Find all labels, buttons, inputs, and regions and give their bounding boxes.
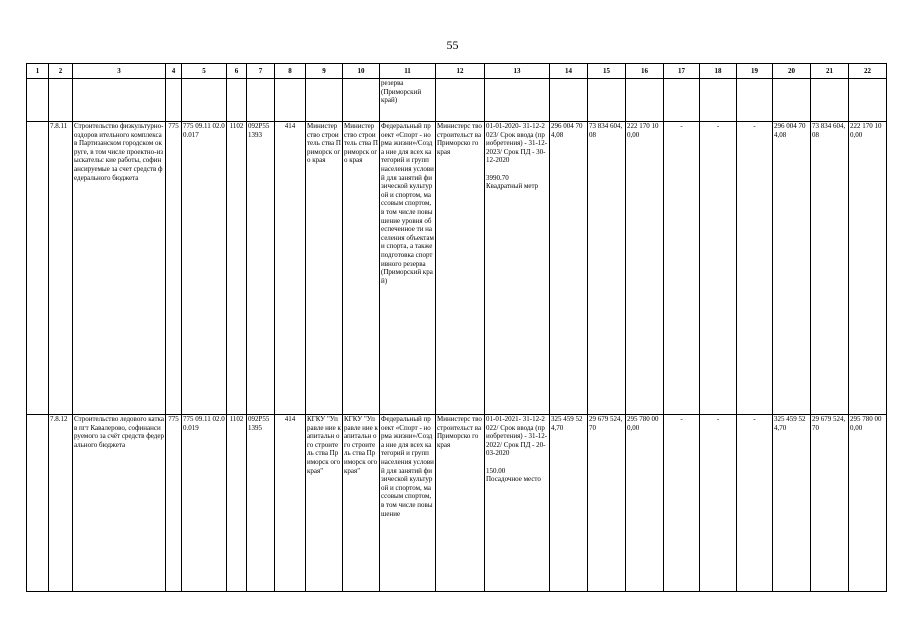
table-cell: 325 459 524,70 xyxy=(550,415,588,592)
table-cell: Министерс тво строительст ва Приморско го края xyxy=(436,122,485,415)
table-cell xyxy=(166,79,182,122)
table-cell xyxy=(485,79,550,122)
table-cell xyxy=(737,79,773,122)
table-cell xyxy=(227,79,247,122)
table-cell: 222 170 100,00 xyxy=(849,122,887,415)
table-cell: 10 xyxy=(343,64,380,79)
table-cell xyxy=(700,79,737,122)
table-cell: Строительство ледового катка в пгт Кавалерово, софинансируемого за счёт средств федерального бюджета xyxy=(73,415,166,592)
table-cell xyxy=(306,79,343,122)
table-cell: 5 xyxy=(182,64,227,79)
table-cell xyxy=(626,79,664,122)
table-cell: 325 459 524,70 xyxy=(773,415,811,592)
table-cell: 222 170 100,00 xyxy=(626,122,664,415)
table-cell xyxy=(436,79,485,122)
table-cell xyxy=(27,79,49,122)
table-cell: 01-01-2020- 31-12-2023/ Срок ввода (приобретения) - 31-12-2023/ Срок ПД - 30-12-2020 3990.70 Квадратный метр xyxy=(485,122,550,415)
table-cell: 01-01-2021- 31-12-2022/ Срок ввода (приобретения) - 31-12-2022/ Срок ПД - 20-03-2020 150.00 Посадочное место xyxy=(485,415,550,592)
table-row xyxy=(27,122,887,415)
table-cell: 414 xyxy=(275,122,306,415)
table-cell: 29 679 524,70 xyxy=(588,415,626,592)
table-cell: 29 679 524,70 xyxy=(811,415,849,592)
table-row xyxy=(27,415,887,592)
table-cell: 12 xyxy=(436,64,485,79)
table-cell xyxy=(275,79,306,122)
table-cell xyxy=(588,79,626,122)
table-cell: 20 xyxy=(773,64,811,79)
table-cell: 295 780 000,00 xyxy=(849,415,887,592)
table-cell: 73 834 604,08 xyxy=(588,122,626,415)
table-cell: резерва (Приморский край) xyxy=(380,79,436,122)
table-cell: 775 xyxy=(166,415,182,592)
table-cell: 7 xyxy=(247,64,275,79)
table-cell: Министерс тво строительст ва Приморско го края xyxy=(436,415,485,592)
table-cell: 1102 xyxy=(227,122,247,415)
table-cell: 22 xyxy=(849,64,887,79)
table-body xyxy=(27,64,887,592)
table-cell xyxy=(550,79,588,122)
table-cell: Министер ство строитель ства Приморск ого края xyxy=(306,122,343,415)
table-cell: 3 xyxy=(73,64,166,79)
table-cell xyxy=(664,79,700,122)
table-cell: - xyxy=(700,122,737,415)
table-cell xyxy=(773,79,811,122)
table-cell: 092P55 1395 xyxy=(247,415,275,592)
table-cell: 8 xyxy=(275,64,306,79)
table-cell: 17 xyxy=(664,64,700,79)
table-cell: Министер ство строитель ства Приморск ого края xyxy=(343,122,380,415)
table-cell: 11 xyxy=(380,64,436,79)
table-cell: 296 004 704,08 xyxy=(773,122,811,415)
table-cell: 775 09.11 02.00.019 xyxy=(182,415,227,592)
table-cell: 1102 xyxy=(227,415,247,592)
table-cell xyxy=(49,79,73,122)
table-row xyxy=(27,79,887,122)
table-cell xyxy=(27,122,49,415)
table-cell: 775 09.11 02.00.017 xyxy=(182,122,227,415)
table-cell: - xyxy=(664,415,700,592)
table-cell: КГКУ "Управле ние капитальн ого строитель ства Приморск ого края" xyxy=(343,415,380,592)
table-cell: 9 xyxy=(306,64,343,79)
table-cell: КГКУ "Управле ние капитальн ого строитель ства Приморск ого края" xyxy=(306,415,343,592)
table-cell xyxy=(343,79,380,122)
table-cell: - xyxy=(737,122,773,415)
table-cell xyxy=(811,79,849,122)
table-cell: 414 xyxy=(275,415,306,592)
table-cell xyxy=(182,79,227,122)
table-cell: Строительство физкультурно-оздоров ительного комплекса в Партизанском городском округе, в том числе проектно-изыскательс кие работы, софинансируемые за счет средств федерального бюджета xyxy=(73,122,166,415)
page-number: 55 xyxy=(446,38,459,52)
table-cell xyxy=(27,415,49,592)
budget-table xyxy=(26,63,887,592)
table-cell: 296 004 704,08 xyxy=(550,122,588,415)
table-cell: 73 834 604,08 xyxy=(811,122,849,415)
table-cell xyxy=(73,79,166,122)
table-cell: - xyxy=(664,122,700,415)
table-cell: 2 xyxy=(49,64,73,79)
table-cell: 13 xyxy=(485,64,550,79)
table-cell: 7.8.11 xyxy=(49,122,73,415)
table-cell: 295 780 000,00 xyxy=(626,415,664,592)
table-cell: 15 xyxy=(588,64,626,79)
table-cell: 1 xyxy=(27,64,49,79)
table-cell: 19 xyxy=(737,64,773,79)
table-cell: - xyxy=(700,415,737,592)
table-cell: 775 xyxy=(166,122,182,415)
table-cell: 4 xyxy=(166,64,182,79)
table-cell: Федеральный проект «Спорт - норма жизни»/Созда ние для всех категорий и групп населения условий для занятий физической культурой и спортом, массовым спортом, в том числе повышение xyxy=(380,415,436,592)
table-cell xyxy=(849,79,887,122)
table-cell: 18 xyxy=(700,64,737,79)
table-cell: 16 xyxy=(626,64,664,79)
table-cell: 6 xyxy=(227,64,247,79)
table-cell: 7.8.12 xyxy=(49,415,73,592)
table-cell xyxy=(247,79,275,122)
header-row xyxy=(27,64,887,79)
table-cell: 14 xyxy=(550,64,588,79)
table-cell: 21 xyxy=(811,64,849,79)
table-cell: - xyxy=(737,415,773,592)
table-cell: Федеральный проект «Спорт - норма жизни»/Созда ние для всех категорий и групп населения условий для занятий физической культурой и спортом, массовым спортом, в том числе повышение уровня обеспеченное ти населения объектами спорта, а также подготовка спортивного резерва (Приморский край) xyxy=(380,122,436,415)
table-cell: 092P55 1393 xyxy=(247,122,275,415)
